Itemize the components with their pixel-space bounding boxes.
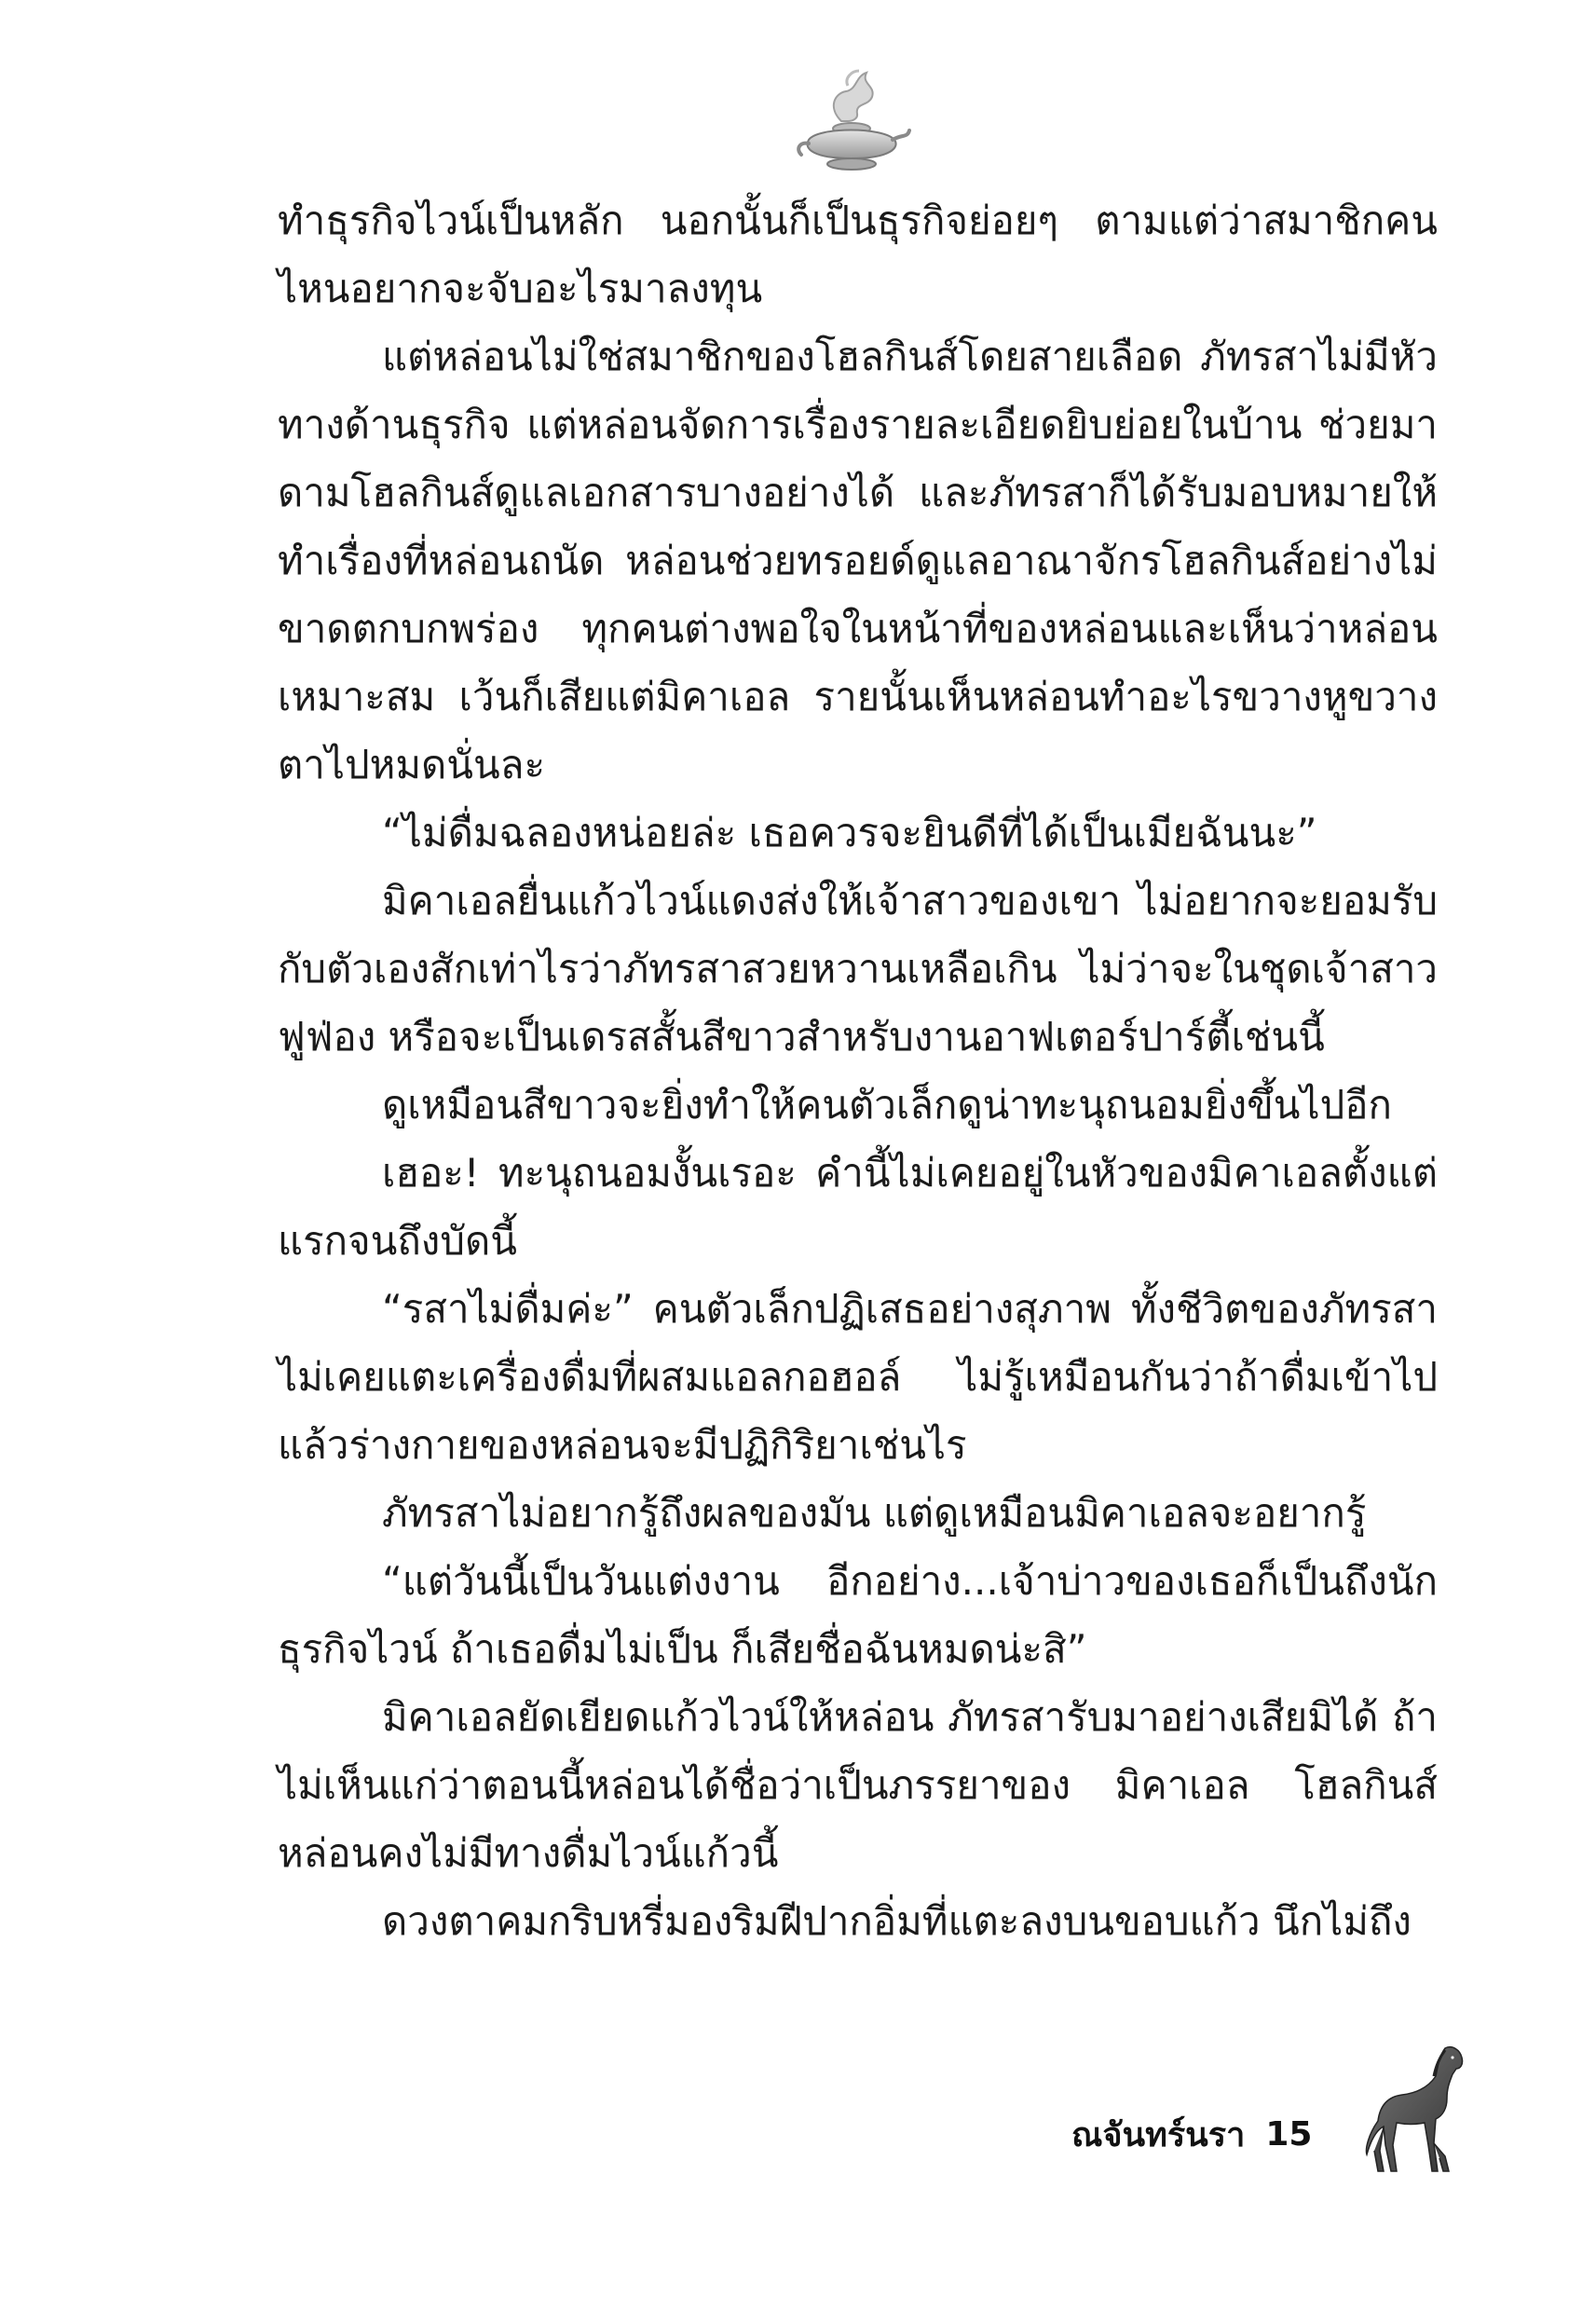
body-text xyxy=(278,186,1438,1955)
paragraph-8: ภัทรสาไม่อยากรู้ถึงผลของมัน แต่ดูเหมือนมิคาเอลจะอยากรู้ xyxy=(382,1490,1367,1536)
paragraph-9: “แต่วันนี้เป็นวันแต่งงาน อีกอย่าง...เจ้าบ่าวของเธอก็เป็นถึงนักธุรกิจไวน์ ถ้าเธอดื่มไม่เป็น ก็เสียชื่อฉันหมดน่ะสิ” xyxy=(278,1558,1438,1672)
paragraph-1: ทำธุรกิจไวน์เป็นหลัก นอกนั้นก็เป็นธุรกิจย่อยๆ ตามแต่ว่าสมาชิกคนไหนอยากจะจับอะไรมาลงทุน xyxy=(278,198,1438,311)
page-footer xyxy=(1071,2097,1312,2171)
author-name: ณจันทร์นรา xyxy=(1071,2115,1246,2154)
horse-icon xyxy=(1356,2041,1477,2181)
page-number: 15 xyxy=(1265,2114,1313,2154)
paragraph-5: ดูเหมือนสีขาวจะยิ่งทำให้คนตัวเล็กดูน่าทะนุถนอมยิ่งขึ้นไปอีก xyxy=(382,1082,1392,1128)
paragraph-2: แต่หล่อนไม่ใช่สมาชิกของโฮลกินส์โดยสายเลือด ภัทรสาไม่มีหัวทางด้านธุรกิจ แต่หล่อนจัดการเรื่องรายละเอียดยิบย่อยในบ้าน ช่วยมาดามโฮลกินส์ดูแลเอกสารบางอย่างได้ และภัทรสาก็ได้รับมอบหมายให้ทำเรื่องที่หล่อนถนัด หล่อนช่วยทรอยด์ดูแลอาณาจักรโฮลกินส์อย่างไม่ขาดตกบกพร่อง ทุกคนต่างพอใจในหน้าที่ของหล่อนและเห็นว่าหล่อนเหมาะสม เว้นก็เสียแต่มิคาเอล รายนั้นเห็นหล่อนทำอะไรขวางหูขวางตาไปหมดนั่นละ xyxy=(278,334,1438,787)
paragraph-11: ดวงตาคมกริบหรี่มองริมฝีปากอิ่มที่แตะลงบนขอบแก้ว นึกไม่ถึง xyxy=(382,1898,1412,1944)
paragraph-4: มิคาเอลยื่นแก้วไวน์แดงส่งให้เจ้าสาวของเขา ไม่อยากจะยอมรับกับตัวเองสักเท่าไรว่าภัทรสาสวยหวานเหลือเกิน ไม่ว่าจะในชุดเจ้าสาวฟูฟ่อง หรือจะเป็นเดรสสั้นสีขาวสำหรับงานอาฟเตอร์ปาร์ตี้เช่นนี้ xyxy=(278,878,1438,1060)
paragraph-7: “รสาไม่ดื่มค่ะ” คนตัวเล็กปฏิเสธอย่างสุภาพ ทั้งชีวิตของภัทรสาไม่เคยแตะเครื่องดื่มที่ผสมแอลกอฮอล์ ไม่รู้เหมือนกันว่าถ้าดื่มเข้าไปแล้วร่างกายของหล่อนจะมีปฏิกิริยาเช่นไร xyxy=(278,1286,1438,1468)
genie-lamp-icon xyxy=(790,65,911,177)
paragraph-6: เฮอะ! ทะนุถนอมงั้นเรอะ คำนี้ไม่เคยอยู่ในหัวของมิคาเอลตั้งแต่แรกจนถึงบัดนี้ xyxy=(278,1150,1438,1264)
paragraph-10: มิคาเอลยัดเยียดแก้วไวน์ให้หล่อน ภัทรสารับมาอย่างเสียมิได้ ถ้าไม่เห็นแก่ว่าตอนนี้หล่อนได้ชื่อว่าเป็นภรรยาของ มิคาเอล โฮลกินส์หล่อนคงไม่มีทางดื่มไวน์แก้วนี้ xyxy=(278,1694,1438,1876)
paragraph-3: “ไม่ดื่มฉลองหน่อยล่ะ เธอควรจะยินดีที่ได้เป็นเมียฉันนะ” xyxy=(382,810,1317,855)
